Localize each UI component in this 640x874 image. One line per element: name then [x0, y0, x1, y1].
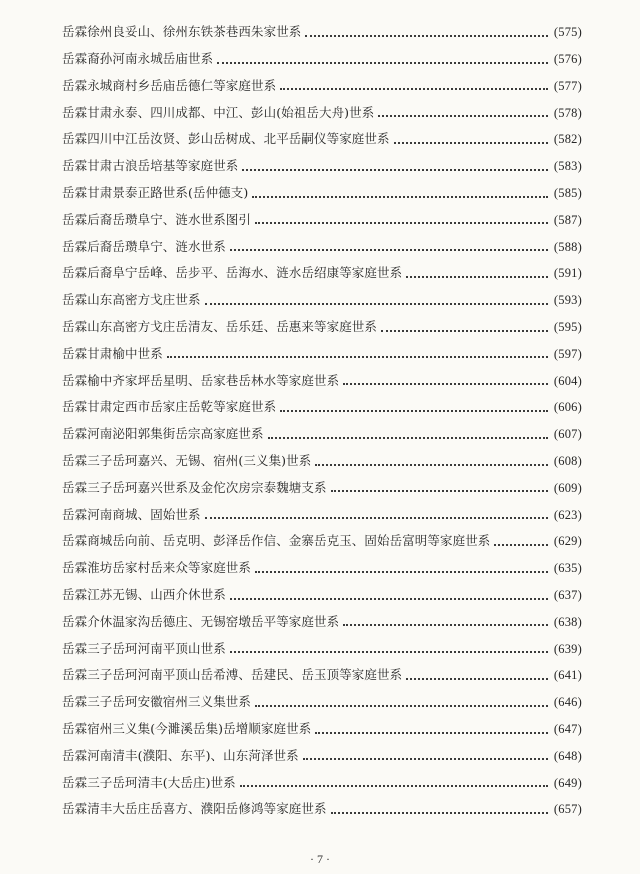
- dot-leader: [305, 35, 548, 37]
- toc-entry-title: 岳霖甘肃景泰正路世系(岳仲德支): [62, 185, 249, 201]
- dot-leader: [331, 812, 548, 814]
- table-of-contents: [62, 12, 582, 816]
- toc-entry-title: 岳霖甘肃古浪岳培基等家庭世系: [62, 158, 239, 174]
- dot-leader: [406, 678, 548, 680]
- toc-entry-page: (641): [553, 668, 582, 683]
- dot-leader: [315, 464, 548, 466]
- toc-entry-page: (629): [553, 534, 582, 549]
- dot-leader: [303, 758, 548, 760]
- toc-entry-title: 岳霖商城岳向前、岳克明、彭泽岳作信、金寨岳克玉、固始岳富明等家庭世系: [62, 533, 491, 549]
- toc-entry: [62, 414, 582, 441]
- toc-entry-page: (576): [553, 52, 582, 67]
- toc-entry-title: 岳霖宿州三义集(今濉溪岳集)岳增顺家庭世系: [62, 721, 312, 737]
- toc-entry-title: 岳霖裔孙河南永城岳庙世系: [62, 51, 214, 67]
- toc-entry: [62, 548, 582, 575]
- toc-entry: [62, 762, 582, 789]
- dot-leader: [280, 88, 548, 90]
- dot-leader: [381, 330, 548, 332]
- dot-leader: [230, 249, 548, 251]
- toc-entry: [62, 307, 582, 334]
- toc-entry-title: 岳霖后裔岳瓒阜宁、涟水世系: [62, 238, 226, 254]
- toc-entry-title: 岳霖三子岳珂嘉兴、无锡、宿州(三义集)世系: [62, 453, 312, 469]
- dot-leader: [255, 222, 548, 224]
- dot-leader: [343, 383, 548, 385]
- toc-entry: [62, 119, 582, 146]
- toc-entry-title: 岳霖三子岳珂安徽宿州三义集世系: [62, 694, 252, 710]
- toc-entry-page: (647): [553, 722, 582, 737]
- toc-entry: [62, 66, 582, 93]
- toc-entry: [62, 146, 582, 173]
- dot-leader: [252, 196, 548, 198]
- toc-entry-page: (635): [553, 561, 582, 576]
- toc-entry-title: 岳霖三子岳珂清丰(大岳庄)世系: [62, 774, 236, 790]
- toc-entry-title: 岳霖河南清丰(濮阳、东平)、山东菏泽世系: [62, 747, 299, 763]
- toc-entry-page: (606): [553, 400, 582, 415]
- toc-entry: [62, 280, 582, 307]
- dot-leader: [240, 785, 548, 787]
- dot-leader: [394, 142, 548, 144]
- toc-entry: [62, 334, 582, 361]
- dot-leader: [494, 544, 548, 546]
- toc-entry: [62, 628, 582, 655]
- toc-entry: [62, 387, 582, 414]
- toc-entry-title: 岳霖永城商村乡岳庙岳德仁等家庭世系: [62, 77, 277, 93]
- dot-leader: [406, 276, 548, 278]
- toc-entry-title: 岳霖四川中江岳汝贤、彭山岳树成、北平岳嗣仪等家庭世系: [62, 131, 390, 147]
- toc-entry-page: (591): [553, 266, 582, 281]
- toc-entry-title: 岳霖山东高密方戈庄岳清友、岳乐廷、岳惠来等家庭世系: [62, 319, 378, 335]
- toc-entry-title: 岳霖榆中齐家坪岳星明、岳家巷岳林水等家庭世系: [62, 372, 340, 388]
- toc-entry-page: (609): [553, 480, 582, 495]
- toc-entry-page: (638): [553, 614, 582, 629]
- toc-entry-title: 岳霖山东高密方戈庄世系: [62, 292, 201, 308]
- toc-entry-page: (577): [553, 78, 582, 93]
- dot-leader: [205, 517, 548, 519]
- toc-entry: [62, 253, 582, 280]
- toc-entry-page: (585): [553, 186, 582, 201]
- dot-leader: [230, 598, 548, 600]
- toc-entry-title: 岳霖江苏无锡、山西介休世系: [62, 587, 226, 603]
- toc-entry: [62, 39, 582, 66]
- toc-entry-page: (637): [553, 588, 582, 603]
- toc-entry-page: (575): [553, 25, 582, 40]
- toc-entry-title: 岳霖甘肃榆中世系: [62, 345, 163, 361]
- toc-entry-page: (623): [553, 507, 582, 522]
- toc-entry: [62, 12, 582, 39]
- page-number: · 7 ·: [310, 852, 330, 866]
- dot-leader: [315, 732, 548, 734]
- toc-entry-title: 岳霖徐州良妥山、徐州东铁茶巷西朱家世系: [62, 24, 302, 40]
- dot-leader: [255, 571, 548, 573]
- toc-entry-page: (588): [553, 239, 582, 254]
- toc-entry-title: 岳霖介休温家沟岳德庄、无锡窑墩岳平等家庭世系: [62, 613, 340, 629]
- toc-entry: [62, 494, 582, 521]
- toc-entry-page: (593): [553, 293, 582, 308]
- toc-entry-page: (608): [553, 454, 582, 469]
- toc-entry-page: (597): [553, 346, 582, 361]
- toc-entry-page: (582): [553, 132, 582, 147]
- toc-entry-title: 岳霖河南商城、固始世系: [62, 506, 201, 522]
- dot-leader: [242, 169, 548, 171]
- dot-leader: [268, 437, 548, 439]
- dot-leader: [230, 651, 548, 653]
- toc-entry: [62, 709, 582, 736]
- toc-entry-page: (639): [553, 641, 582, 656]
- toc-entry-page: (657): [553, 802, 582, 817]
- dot-leader: [280, 410, 548, 412]
- toc-entry-page: (583): [553, 159, 582, 174]
- dot-leader: [331, 490, 548, 492]
- dot-leader: [378, 115, 548, 117]
- dot-leader: [217, 62, 548, 64]
- toc-entry: [62, 521, 582, 548]
- toc-entry: [62, 200, 582, 227]
- toc-entry-page: (604): [553, 373, 582, 388]
- toc-entry-page: (649): [553, 775, 582, 790]
- toc-entry: [62, 602, 582, 629]
- toc-entry-title: 岳霖后裔阜宁岳峰、岳步平、岳海水、涟水岳绍康等家庭世系: [62, 265, 403, 281]
- dot-leader: [167, 356, 548, 358]
- toc-entry-title: 岳霖甘肃定西市岳家庄岳乾等家庭世系: [62, 399, 277, 415]
- toc-entry: [62, 441, 582, 468]
- toc-entry: [62, 226, 582, 253]
- toc-entry-title: 岳霖甘肃永泰、四川成都、中江、彭山(始祖岳大舟)世系: [62, 104, 375, 120]
- toc-entry: [62, 173, 582, 200]
- toc-entry-title: 岳霖河南泌阳郭集街岳宗高家庭世系: [62, 426, 264, 442]
- dot-leader: [343, 624, 548, 626]
- toc-entry: [62, 360, 582, 387]
- toc-entry-title: 岳霖清丰大岳庄岳喜方、濮阳岳修鸿等家庭世系: [62, 801, 327, 817]
- dot-leader: [205, 303, 548, 305]
- toc-entry-title: 岳霖后裔岳瓒阜宁、涟水世系图引: [62, 211, 252, 227]
- toc-entry: [62, 92, 582, 119]
- toc-entry: [62, 789, 582, 816]
- toc-entry-page: (607): [553, 427, 582, 442]
- toc-entry: [62, 655, 582, 682]
- toc-entry-title: 岳霖三子岳珂河南平顶山岳希溥、岳建民、岳玉顶等家庭世系: [62, 667, 403, 683]
- toc-entry: [62, 468, 582, 495]
- toc-entry: [62, 682, 582, 709]
- toc-entry: [62, 736, 582, 763]
- toc-entry-page: (595): [553, 320, 582, 335]
- toc-entry-page: (646): [553, 695, 582, 710]
- toc-entry-title: 岳霖三子岳珂河南平顶山世系: [62, 640, 226, 656]
- toc-entry: [62, 575, 582, 602]
- toc-entry-title: 岳霖三子岳珂嘉兴世系及金佗次房宗泰魏塘支系: [62, 479, 327, 495]
- toc-entry-page: (587): [553, 212, 582, 227]
- toc-entry-page: (578): [553, 105, 582, 120]
- toc-entry-page: (648): [553, 748, 582, 763]
- toc-entry-title: 岳霖淮坊岳家村岳来众等家庭世系: [62, 560, 252, 576]
- dot-leader: [255, 705, 548, 707]
